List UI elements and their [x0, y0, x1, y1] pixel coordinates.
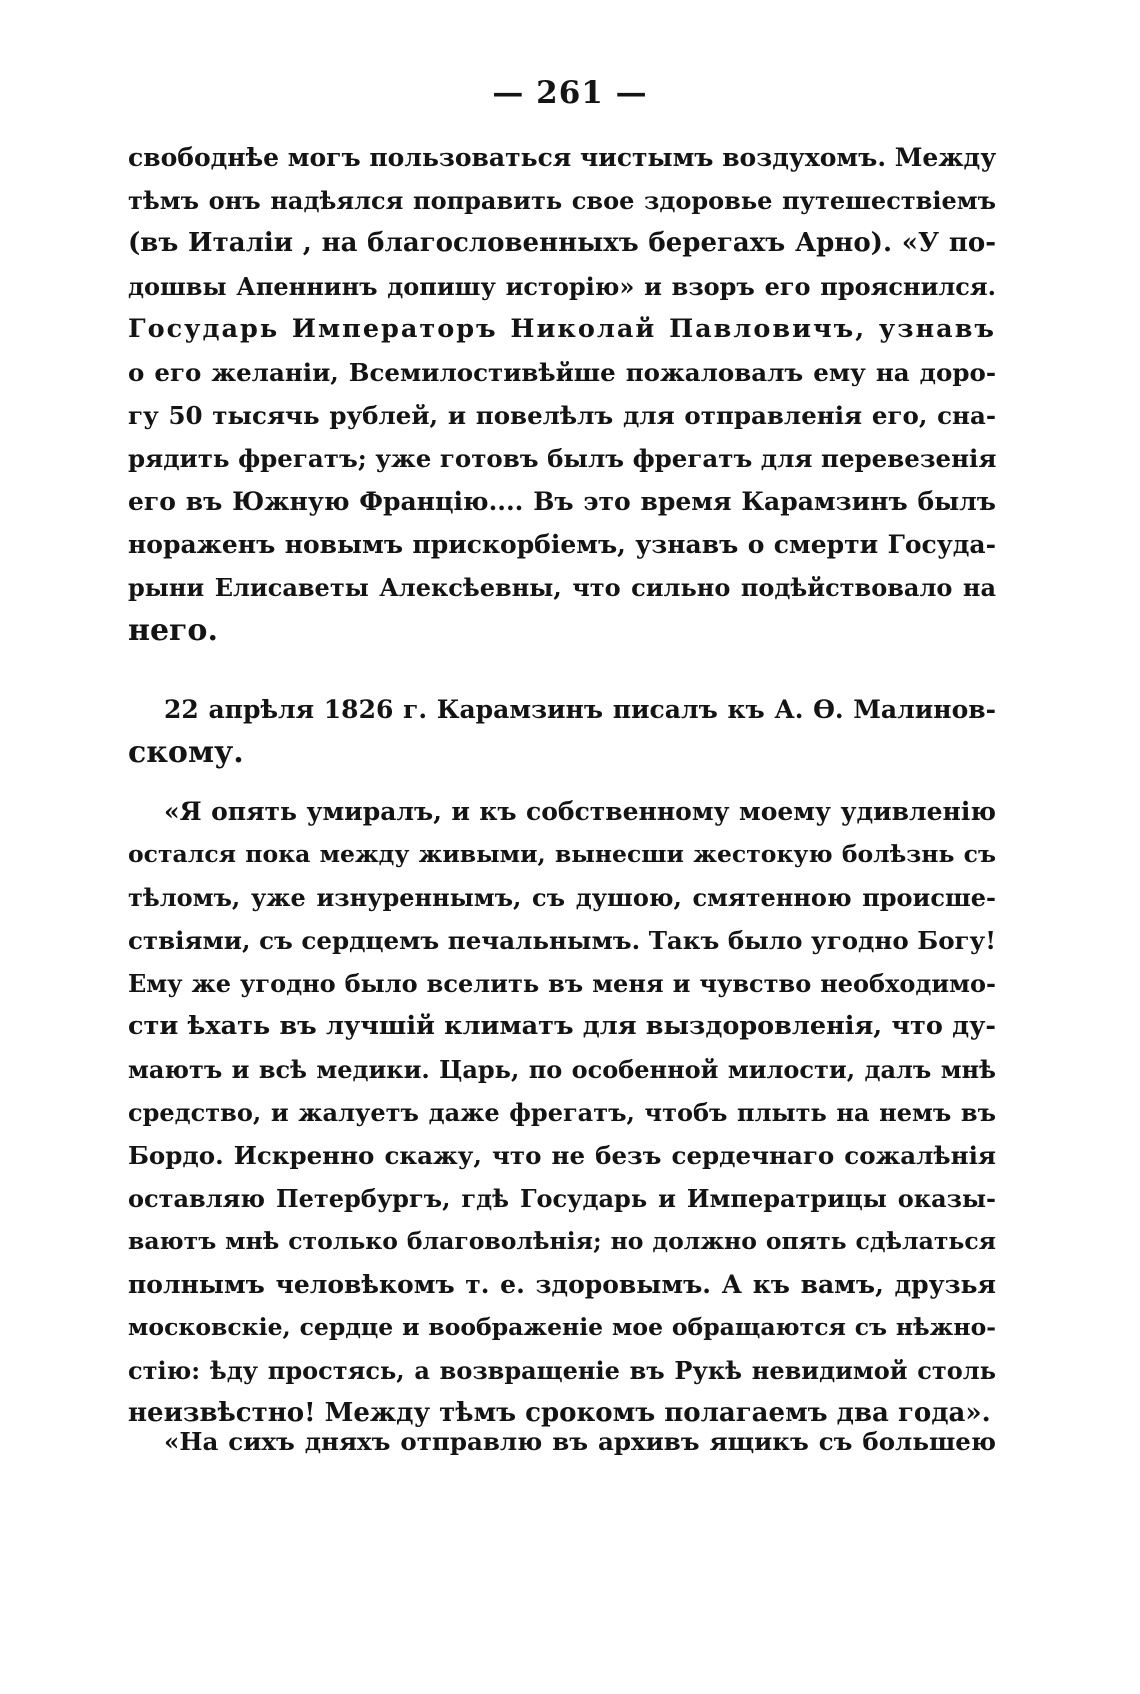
- page-number: — 261 —: [492, 75, 648, 111]
- text-line: него.: [128, 613, 218, 648]
- text-line: сти ѣхать въ лучшій климатъ для выздоровленія, что ду-: [128, 1011, 996, 1041]
- text-line: Ему же угодно было вселить въ меня и чувство необходимо-: [128, 969, 996, 998]
- text-line: (въ Италіи , на благословенныхъ берегахъ Арно). «У по-: [128, 228, 996, 258]
- text-line: тѣломъ, уже изнуреннымъ, съ душою, смятенною происше-: [128, 883, 996, 912]
- text-line: Бордо. Искренно скажу, что не безъ сердечнаго сожалѣнія: [128, 1141, 996, 1170]
- text-line: стію: ѣду простясь, а возвращеніе въ Рукѣ невидимой столь: [128, 1356, 996, 1385]
- text-line: нораженъ новымъ прискорбіемъ, узнавъ о смерти Госуда-: [128, 530, 996, 559]
- text-line: московскіе, сердце и воображеніе мое обращаются съ нѣжно-: [128, 1313, 996, 1341]
- text-line: дошвы Апеннинъ допишу исторію» и взоръ его прояснился.: [128, 272, 996, 301]
- paragraph-letter-intro: [128, 688, 996, 774]
- text-line: 22 апрѣля 1826 г. Карамзинъ писалъ къ А. Ѳ. Малинов-: [164, 695, 996, 724]
- paragraph-archive: [128, 1420, 996, 1463]
- text-line: средство, и жалуетъ даже фрегатъ, чтобъ плыть на немъ въ: [128, 1098, 996, 1127]
- text-line: оставляю Петербургъ, гдѣ Государь и Императрицы оказы-: [128, 1184, 996, 1213]
- text-line: «На сихъ дняхъ отправлю въ архивъ ящикъ съ большею: [164, 1427, 996, 1456]
- paragraph-karamzin-illness: [128, 136, 996, 652]
- text-line: о его желаніи, Всемилостивѣйше пожаловалъ ему на доро-: [128, 358, 996, 387]
- text-line: остался пока между живыми, вынесши жестокую болѣзнь съ: [128, 840, 996, 868]
- paragraph-letter-quote: [128, 790, 996, 1435]
- text-line: «Я опять умиралъ, и къ собственному моему удивленію: [164, 797, 996, 826]
- text-line: Государь Императоръ Николай Павловичъ, узнавъ: [128, 314, 996, 344]
- text-line: полнымъ человѣкомъ т. е. здоровымъ. А къ вамъ, друзья: [128, 1270, 996, 1299]
- text-line: маютъ и всѣ медики. Царь, по особенной милости, далъ мнѣ: [128, 1055, 996, 1084]
- text-line: гу 50 тысячь рублей, и повелѣлъ для отправленія его, сна-: [128, 401, 996, 430]
- text-line: ваютъ мнѣ столько благоволѣнія; но должно опять сдѣлаться: [128, 1227, 996, 1255]
- text-line: свободнѣе могъ пользоваться чистымъ воздухомъ. Между: [128, 143, 997, 172]
- text-line: тѣмъ онъ надѣялся поправить свое здоровье путешествіемъ: [128, 186, 996, 215]
- text-line: неизвѣстно! Между тѣмъ срокомъ полагаемъ два года».: [128, 1398, 991, 1428]
- text-line: скому.: [128, 735, 244, 770]
- text-line: рядить фрегатъ; уже готовъ былъ фрегатъ для перевезенія: [128, 444, 997, 473]
- text-line: его въ Южную Францію.... Въ это время Карамзинъ былъ: [128, 487, 996, 516]
- text-line: рыни Елисаветы Алексѣевны, что сильно подѣйствовало на: [128, 573, 996, 602]
- text-line: ствіями, съ сердцемъ печальнымъ. Такъ было угодно Богу!: [128, 926, 996, 955]
